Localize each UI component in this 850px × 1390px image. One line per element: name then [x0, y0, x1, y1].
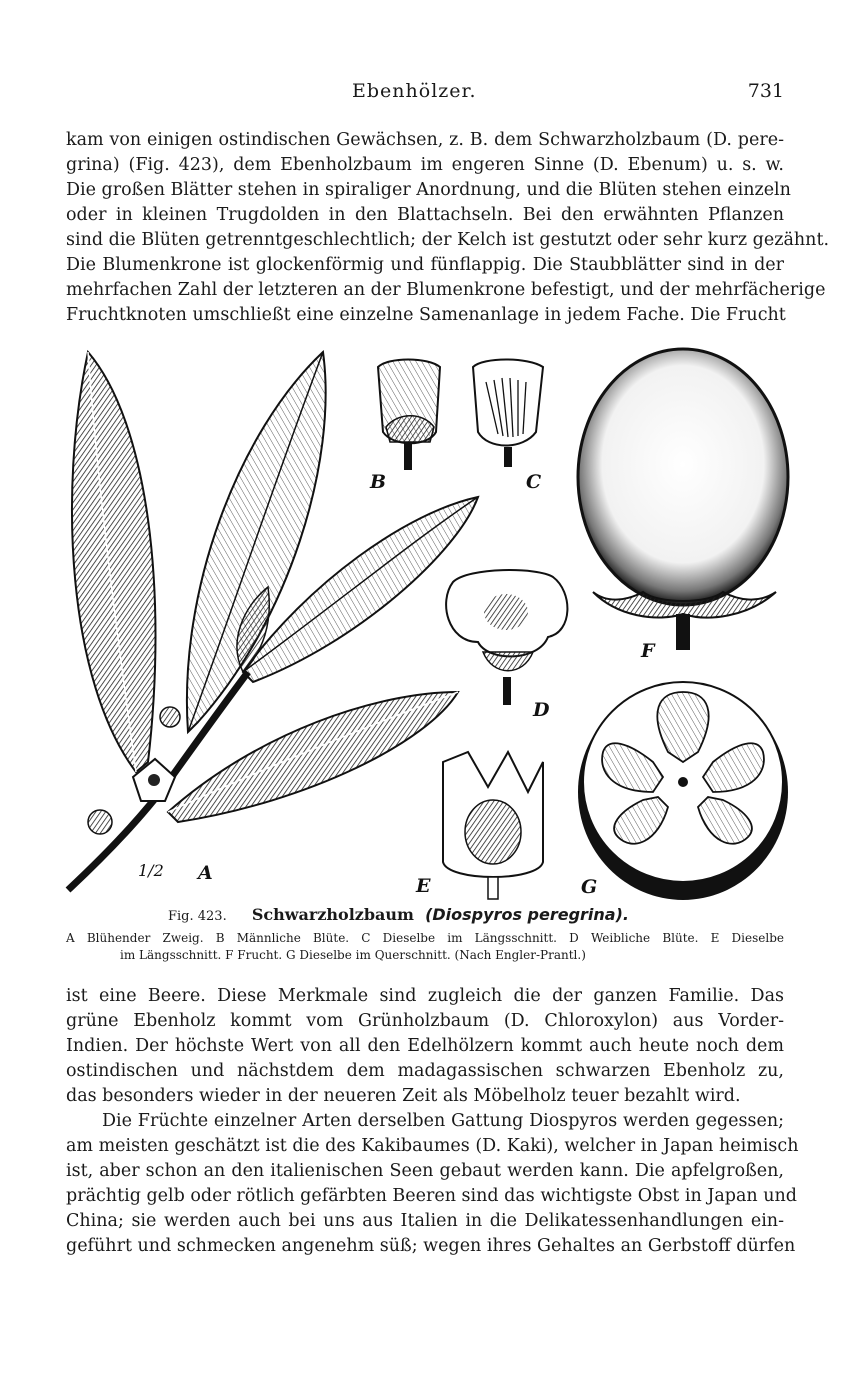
figure-label-b: B — [370, 471, 387, 493]
text-line: mehrfachen Zahl der letzteren an der Blumenkrone befestigt, und der mehrfächerige — [66, 280, 826, 300]
text-line: das besonders wieder in der neueren Zeit als Möbelholz teuer bezahlt wird. — [66, 1086, 741, 1106]
caption-legend — [66, 930, 784, 964]
female-flower-section-e — [443, 752, 543, 899]
running-head — [0, 80, 850, 108]
caption-legend-line: A Blühender Zweig. B Männliche Blüte. C Dieselbe im Längsschnitt. D Weibliche Blüte. E Dieselbe — [66, 931, 784, 945]
figure-number: Fig. 423. — [168, 909, 227, 924]
text-line: ist, aber schon an den italienischen Seen gebaut werden kann. Die apfelgroßen, — [66, 1161, 784, 1181]
figure-label-a: A — [198, 862, 213, 884]
caption-legend-line: im Längsschnitt. F Frucht. G Dieselbe im Querschnitt. (Nach Engler-Prantl.) — [120, 948, 586, 962]
page-number: 731 — [747, 80, 784, 102]
text-line: oder in kleinen Trugdolden in den Blattachseln. Bei den erwähnten Pflanzen — [66, 205, 784, 225]
figure-label-f: F — [641, 640, 655, 662]
running-head-title: Ebenhölzer. — [352, 80, 477, 102]
text-line: ostindischen und nächstdem dem madagassischen schwarzen Ebenholz zu, — [66, 1061, 784, 1081]
figure-label-g: G — [581, 876, 598, 898]
text-line: ist eine Beere. Diese Merkmale sind zugleich die der ganzen Familie. Das — [66, 986, 784, 1006]
caption-title — [66, 904, 784, 928]
paragraph-top — [66, 128, 830, 328]
text-line: am meisten geschätzt ist die des Kakibaumes (D. Kaki), welcher in Japan heimisch — [66, 1136, 799, 1156]
text-line: grina) (Fig. 423), dem Ebenholzbaum im engeren Sinne (D. Ebenum) u. s. w. — [66, 155, 784, 175]
caption-latin-name: (Diospyros peregrina). — [425, 905, 629, 924]
text-line: Indien. Der höchste Wert von all den Edelhölzern kommt auch heute noch dem — [66, 1036, 784, 1056]
figure-label-d: D — [533, 699, 550, 721]
fruit-drawing-f — [578, 349, 788, 650]
figure-caption — [66, 904, 784, 964]
text-line: prächtig gelb oder rötlich gefärbten Beeren sind das wichtigste Obst in Japan und — [66, 1186, 797, 1206]
text-line: Die Früchte einzelner Arten derselben Gattung Diospyros werden gegessen; — [102, 1111, 784, 1131]
text-line: geführt und schmecken angenehm süß; wegen ihres Gehaltes an Gerbstoff dürfen — [66, 1236, 796, 1256]
scale-label: 1/2 — [138, 861, 164, 880]
caption-common-name: Schwarzholzbaum — [251, 905, 414, 924]
fruit-section-drawing-g — [578, 682, 788, 900]
male-flower-section-c — [473, 360, 543, 468]
text-line: China; sie werden auch bei uns aus Italien in die Delikatessenhandlungen ein- — [66, 1211, 784, 1231]
text-line: Die großen Blätter stehen in spiraliger Anordnung, und die Blüten stehen einzeln — [66, 180, 791, 200]
paragraph-bottom — [66, 984, 799, 1259]
illustration-svg — [58, 342, 793, 902]
text-line: kam von einigen ostindischen Gewächsen, z. B. dem Schwarzholzbaum (D. pere- — [66, 130, 784, 150]
text-line: grüne Ebenholz kommt vom Grünholzbaum (D. Chloroxylon) aus Vorder- — [66, 1011, 784, 1031]
figure-label-c: C — [526, 471, 542, 493]
text-line: sind die Blüten getrenntgeschlechtlich; der Kelch ist gestutzt oder sehr kurz gezähnt. — [66, 230, 830, 250]
male-flower-drawing-b — [378, 360, 440, 471]
female-flower-drawing-d — [446, 570, 567, 705]
text-line: Fruchtknoten umschließt eine einzelne Samenanlage in jedem Fache. Die Frucht — [66, 305, 786, 325]
text-line: Die Blumenkrone ist glockenförmig und fünflappig. Die Staubblätter sind in der — [66, 255, 784, 275]
figure-label-e: E — [416, 875, 431, 897]
botanical-illustration — [58, 342, 793, 902]
